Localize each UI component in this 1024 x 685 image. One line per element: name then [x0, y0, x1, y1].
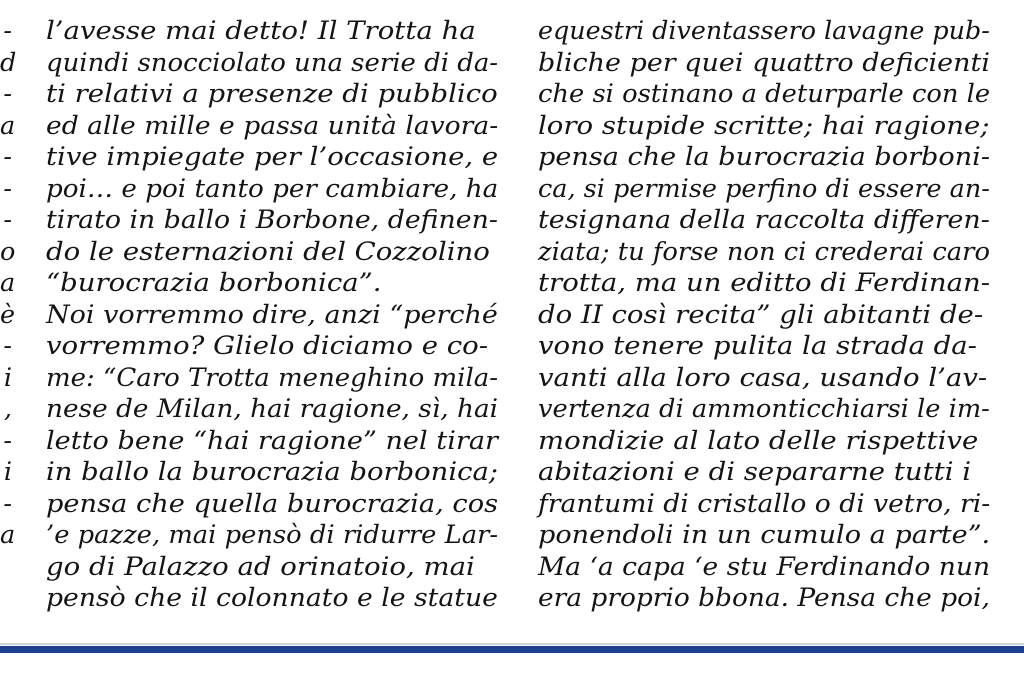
right-column-line: che si ostinano a deturparle con le — [538, 79, 991, 109]
bottom-rule — [0, 646, 1024, 653]
right-column-line: era proprio bbona. Pensa che poi, — [538, 583, 990, 613]
left-fragment-line: - — [3, 173, 12, 204]
right-column-line: loro stupide scritte; hai ragione; — [538, 110, 990, 141]
middle-column-line: in ballo la burocrazia borbonica; — [46, 457, 499, 487]
middle-column-line: do le esternazioni del Cozzolino — [46, 236, 490, 267]
left-fragment-line: - — [3, 205, 12, 235]
middle-column-line: ed alle mille e passa unità lavora- — [46, 110, 499, 141]
left-fragment-line: i — [3, 362, 12, 393]
right-column-line: Ma ‘a capa ‘e stu Ferdinando nun — [538, 551, 991, 582]
middle-column-line: ’e pazze, mai pensò di ridurre Lar- — [46, 520, 499, 550]
right-column-line: mondizie al lato delle rispettive — [538, 425, 979, 456]
right-column-line: vono tenere pulita la strada da- — [538, 331, 977, 361]
left-fragment-line: o — [0, 236, 16, 267]
left-fragment-line: è — [0, 299, 16, 330]
middle-column-line: tive impiegate per l’occasione, e — [46, 142, 499, 172]
left-fragment-line: - — [3, 142, 12, 172]
left-fragment-line: i — [3, 457, 12, 487]
left-fragment-line: - — [3, 16, 12, 46]
middle-column-line: l’avesse mai detto! Il Trotta ha — [46, 16, 476, 46]
left-fragment-line: - — [3, 425, 12, 456]
right-column-line: trotta, ma un editto di Ferdinan- — [538, 268, 991, 298]
middle-column-line: poi… e poi tanto per cambiare, ha — [46, 173, 499, 204]
right-column-line: vertenza di ammonticchiarsi le im- — [538, 394, 990, 424]
left-fragment-line: - — [3, 488, 12, 519]
right-column-line: abitazioni e di separarne tutti i — [538, 457, 972, 487]
middle-column-line: letto bene “hai ragione” nel tirar — [46, 425, 498, 456]
right-column-line: tesignana della raccolta differen- — [538, 205, 990, 235]
left-fragment-line: - — [3, 331, 12, 361]
right-column-line: ca, si permise perfino di essere an- — [538, 173, 990, 204]
middle-column — [46, 16, 506, 615]
right-column-line: bliche per quei quattro deficienti — [538, 47, 990, 78]
right-column-line: vanti alla loro casa, usando l’av- — [538, 362, 988, 393]
middle-column-line: tirato in ballo i Borbone, definen- — [46, 205, 498, 235]
middle-column-line: pensò che il colonnato e le statue — [46, 583, 498, 613]
left-fragment-line: a — [0, 520, 16, 550]
middle-column-line: go di Palazzo ad orinatoio, mai — [46, 551, 475, 582]
left-fragment-line: a — [0, 110, 16, 141]
middle-column-line: Noi vorremmo dire, anzi “perché — [46, 299, 498, 330]
right-column — [538, 16, 998, 615]
middle-column-line: vorremmo? Glielo diciamo e co- — [46, 331, 489, 361]
right-column-line: do II così recita” gli abitanti de- — [538, 299, 984, 330]
left-fragment-line: d — [0, 47, 17, 78]
left-fragment-line: - — [3, 79, 12, 109]
middle-column-line: quindi snocciolato una serie di da- — [46, 47, 499, 78]
right-column-line: equestri diventassero lavagne pub- — [538, 16, 990, 46]
left-fragment-line: a — [0, 268, 16, 298]
bottom-rule-shadow — [0, 643, 1024, 645]
right-column-line: ziata; tu forse non ci crederai caro — [538, 236, 990, 267]
left-fragment-line: , — [3, 394, 12, 424]
middle-column-line: pensa che quella burocrazia, cos — [46, 488, 499, 519]
middle-column-line: “burocrazia borbonica”. — [46, 268, 382, 298]
right-column-line: pensa che la burocrazia borboni- — [538, 142, 990, 172]
left-column-fragment — [0, 16, 17, 552]
right-column-line: frantumi di cristallo o di vetro, ri- — [538, 488, 991, 519]
right-column-line: ponendoli in un cumulo a parte”. — [538, 520, 991, 550]
middle-column-line: nese de Milan, hai ragione, sì, hai — [46, 394, 499, 424]
middle-column-line: ti relativi a presenze di pubblico — [46, 79, 498, 109]
middle-column-line: me: “Caro Trotta meneghino mila- — [46, 362, 499, 393]
